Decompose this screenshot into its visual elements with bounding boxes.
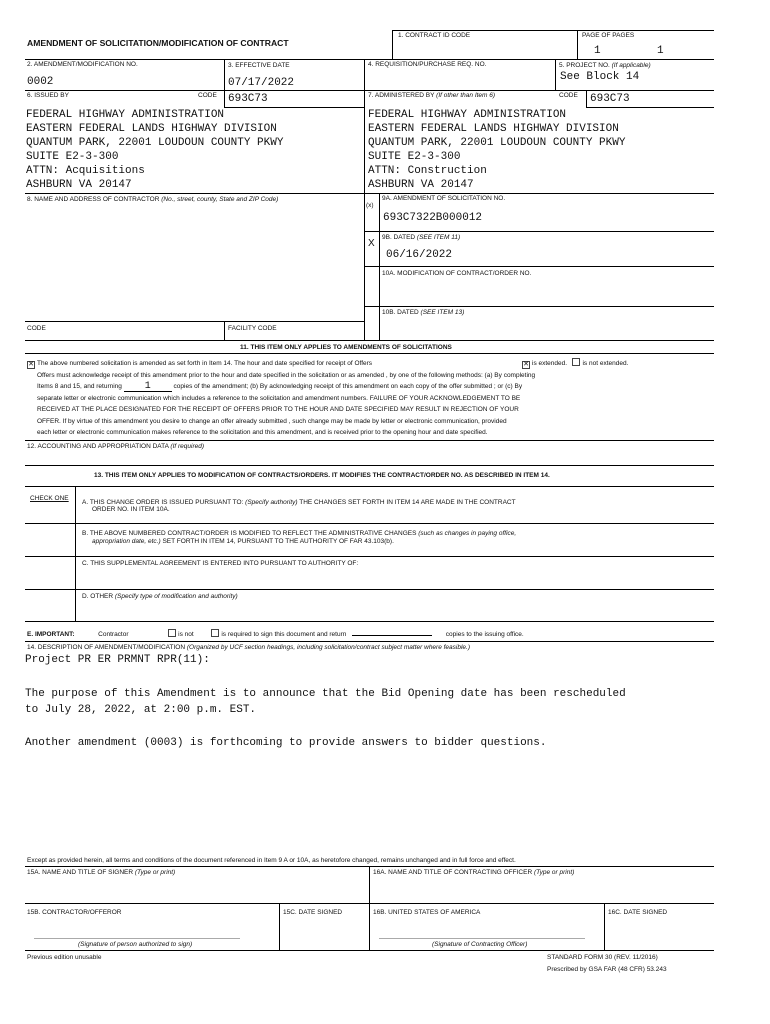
contract-id-label: 1. CONTRACT ID CODE	[398, 32, 471, 39]
rule	[25, 523, 714, 524]
administered-by-line: ASHBURN VA 20147	[368, 179, 474, 191]
amendment-no-label: 2. AMENDMENT/MODIFICATION NO.	[27, 61, 138, 68]
rule	[279, 903, 280, 950]
administered-by-line: EASTERN FEDERAL LANDS HIGHWAY DIVISION	[368, 123, 619, 135]
rule	[604, 903, 605, 950]
item11-line3: Items 8 and 15, and returning 1 copies of the amendment; (b) By acknowledging receipt of this amendment on each copy of the offer submitted ; or (c) By	[37, 381, 523, 392]
extended-options: ✕ is extended. is not extended.	[523, 360, 629, 368]
item14-project: Project PR ER PRMNT RPR(11):	[25, 654, 210, 666]
rule	[224, 90, 225, 107]
contractor-signature-line[interactable]	[34, 938, 240, 939]
contractor-code-label: CODE	[27, 325, 46, 332]
page-count: 1	[657, 45, 664, 57]
administered-by-line: ATTN: Construction	[368, 165, 487, 177]
contractor-label: 8. NAME AND ADDRESS OF CONTRACTOR (No., street, county, State and ZIP Code)	[27, 196, 279, 203]
rule	[224, 59, 225, 90]
x-mark-label: (x)	[366, 202, 374, 209]
rule	[25, 440, 714, 441]
admin-code-label: CODE	[559, 92, 578, 99]
rule	[25, 641, 714, 642]
issued-code-label: CODE	[198, 92, 217, 99]
issued-by-line: ATTN: Acquisitions	[26, 165, 145, 177]
rule	[392, 30, 393, 59]
item13a-line1: A. THIS CHANGE ORDER IS ISSUED PURSUANT TO: (Specify authority) THE CHANGES SET FORTH IN ITEM 14 ARE MADE IN THE CONTRACT	[82, 499, 516, 506]
signature-officer-caption: (Signature of Contracting Officer)	[432, 941, 528, 948]
officer-signature-line[interactable]	[379, 938, 585, 939]
rule	[25, 465, 714, 466]
page-label: PAGE OF PAGES	[582, 32, 635, 39]
rule	[364, 231, 714, 232]
rule	[364, 59, 365, 90]
form-title: AMENDMENT OF SOLICITATION/MODIFICATION OF CONTRACT	[27, 38, 289, 48]
item16b-label: 16B. UNITED STATES OF AMERICA	[373, 909, 481, 916]
issued-code: 693C73	[228, 93, 268, 105]
rule	[25, 556, 714, 557]
rule	[25, 193, 714, 194]
rule	[224, 107, 364, 108]
item13-header: 13. THIS ITEM ONLY APPLIES TO MODIFICATION OF CONTRACTS/ORDERS. IT MODIFIES THE CONTRACT/ORDER NO. AS DESCRIBED IN ITEM 14.	[94, 472, 550, 479]
rule	[586, 90, 587, 107]
rule	[369, 866, 370, 950]
page-number: 1	[594, 45, 601, 57]
item13b-line2: appropriation date, etc.) SET FORTH IN ITEM 14, PURSUANT TO THE AUTHORITY OF FAR 43.103(b).	[92, 538, 394, 545]
item15a-label: 15A. NAME AND TITLE OF SIGNER (Type or print)	[27, 869, 176, 876]
project-no-label: 5. PROJECT NO. (If applicable)	[559, 62, 651, 69]
rule	[392, 30, 714, 31]
administered-label: 7. ADMINISTERED BY (If other than Item 6)	[368, 92, 496, 99]
amended-checkbox[interactable]: ✕	[28, 361, 34, 368]
administered-by-line: QUANTUM PARK, 22001 LOUDOUN COUNTY PKWY	[368, 137, 626, 149]
item13a-line2: ORDER NO. IN ITEM 10A.	[92, 506, 170, 513]
item14-purpose-line2: to July 28, 2022, at 2:00 p.m. EST.	[25, 704, 257, 716]
item14-label: 14. DESCRIPTION OF AMENDMENT/MODIFICATION (Organized by UCF section headings, including solicitation/contract subject matter where feasible.)	[27, 644, 471, 651]
item11-line2: Offers must acknowledge receipt of this amendment prior to the hour and date specified in the solicitation or as amended , by one of the following methods: (a) By completing	[37, 372, 536, 379]
item11-line5: RECEIVED AT THE PLACE DESIGNATED FOR THE RECEIPT OF OFFERS PRIOR TO THE HOUR AND DATE SPECIFIED MAY RESULT IN REJECTION OF YOUR	[37, 406, 519, 413]
amendment-no: 0002	[27, 76, 54, 88]
rule	[25, 340, 714, 341]
not-extended-checkbox[interactable]	[572, 358, 580, 366]
item13c-line: C. THIS SUPPLEMENTAL AGREEMENT IS ENTERED INTO PURSUANT TO AUTHORITY OF:	[82, 560, 359, 567]
item11-line6: OFFER. If by virtue of this amendment you desire to change an offer already submitted , such change may be made by letter or electronic communication, provided	[37, 418, 507, 425]
item10a-label: 10A. MODIFICATION OF CONTRACT/ORDER NO.	[382, 270, 532, 277]
is-required-checkbox[interactable]	[211, 629, 219, 637]
item11-header: 11. THIS ITEM ONLY APPLIES TO AMENDMENTS OF SOLICITATIONS	[240, 344, 452, 351]
check-one-label: CHECK ONE	[30, 495, 69, 502]
rule	[25, 486, 714, 487]
rule	[364, 266, 714, 267]
item11-line4: separate letter or electronic communication which includes a reference to the solicitation and amendment numbers. FAILURE OF YOUR ACKNOWLEDGEMENT TO BE	[37, 395, 521, 402]
rule	[577, 30, 578, 59]
admin-code: 693C73	[590, 93, 630, 105]
rule	[25, 353, 714, 354]
administered-by-line: SUITE E2-3-300	[368, 151, 461, 163]
issued-by-line: SUITE E2-3-300	[26, 151, 119, 163]
rule	[555, 59, 556, 90]
rule	[25, 903, 714, 904]
item10b-label: 10B. DATED (SEE ITEM 13)	[382, 309, 465, 316]
administered-by-line: FEDERAL HIGHWAY ADMINISTRATION	[368, 109, 567, 121]
item9b-label: 9B. DATED (SEE ITEM 11)	[382, 234, 461, 241]
rule	[25, 589, 714, 590]
project-no: See Block 14	[560, 71, 640, 83]
rule	[25, 59, 714, 60]
item14-purpose-line1: The purpose of this Amendment is to announce that the Bid Opening date has been rescheduled	[25, 688, 626, 700]
rule	[364, 306, 714, 307]
rule	[25, 90, 714, 91]
is-not-checkbox[interactable]	[168, 629, 176, 637]
item9b-value: 06/16/2022	[386, 249, 453, 261]
item9a-value: 693C7322B000012	[383, 212, 483, 224]
requisition-label: 4. REQUISITION/PURCHASE REQ. NO.	[368, 61, 487, 68]
rule	[224, 321, 225, 340]
prescribed-by: Prescribed by GSA FAR (48 CFR) 53.243	[547, 966, 667, 973]
issued-by-line: FEDERAL HIGHWAY ADMINISTRATION	[26, 109, 225, 121]
previous-edition: Previous edition unusable	[27, 954, 102, 961]
rule	[25, 621, 714, 622]
issued-by-label: 6. ISSUED BY	[27, 92, 69, 99]
rule	[25, 950, 714, 951]
effective-date-label: 3. EFFECTIVE DATE	[228, 62, 290, 69]
item9b-mark: X	[368, 238, 375, 249]
item14-another: Another amendment (0003) is forthcoming to provide answers to bidder questions.	[25, 737, 547, 749]
item15b-label: 15B. CONTRACTOR/OFFEROR	[27, 909, 122, 916]
item15c-label: 15C. DATE SIGNED	[283, 909, 343, 916]
effective-date: 07/17/2022	[228, 77, 295, 89]
item12-label: 12. ACCOUNTING AND APPROPRIATION DATA (If required)	[27, 443, 205, 450]
issued-by-line: ASHBURN VA 20147	[26, 179, 132, 191]
important-row: E. IMPORTANT: Contractor is not is required to sign this document and return copies to the issuing office.	[27, 631, 524, 638]
item13b-line1: B. THE ABOVE NUMBERED CONTRACT/ORDER IS MODIFIED TO REFLECT THE ADMINISTRATIVE CHANGES (such as changes in paying office,	[82, 530, 517, 537]
item11-line7: each letter or electronic communication makes reference to the solicitation and this amendment, and is received prior to the opening hour and date specified.	[37, 429, 488, 436]
rule	[75, 486, 76, 621]
item16a-label: 16A. NAME AND TITLE OF CONTRACTING OFFICER (Type or print)	[373, 869, 575, 876]
extended-checkbox[interactable]: ✕	[523, 361, 529, 368]
rule	[25, 321, 364, 322]
standard-form: STANDARD FORM 30 (REV. 11/2016)	[547, 954, 658, 961]
facility-code-label: FACILITY CODE	[228, 325, 277, 332]
item13d-line: D. OTHER (Specify type of modification and authority)	[82, 593, 238, 600]
item11-line1: ✕ The above numbered solicitation is amended as set forth in Item 14. The hour and date specified for receipt of Offers	[28, 360, 373, 368]
rule	[586, 107, 714, 108]
except-statement: Except as provided herein, all terms and conditions of the document referenced in Item 9 A or 10A, as heretofore changed, remains unchanged and in full force and effect.	[27, 857, 516, 864]
item9a-label: 9A. AMENDMENT OF SOLICITATION NO.	[382, 195, 506, 202]
issued-by-line: QUANTUM PARK, 22001 LOUDOUN COUNTY PKWY	[26, 137, 284, 149]
signature-person-caption: (Signature of person authorized to sign)	[78, 941, 193, 948]
item16c-label: 16C. DATE SIGNED	[608, 909, 668, 916]
issued-by-line: EASTERN FEDERAL LANDS HIGHWAY DIVISION	[26, 123, 277, 135]
rule	[364, 90, 365, 193]
